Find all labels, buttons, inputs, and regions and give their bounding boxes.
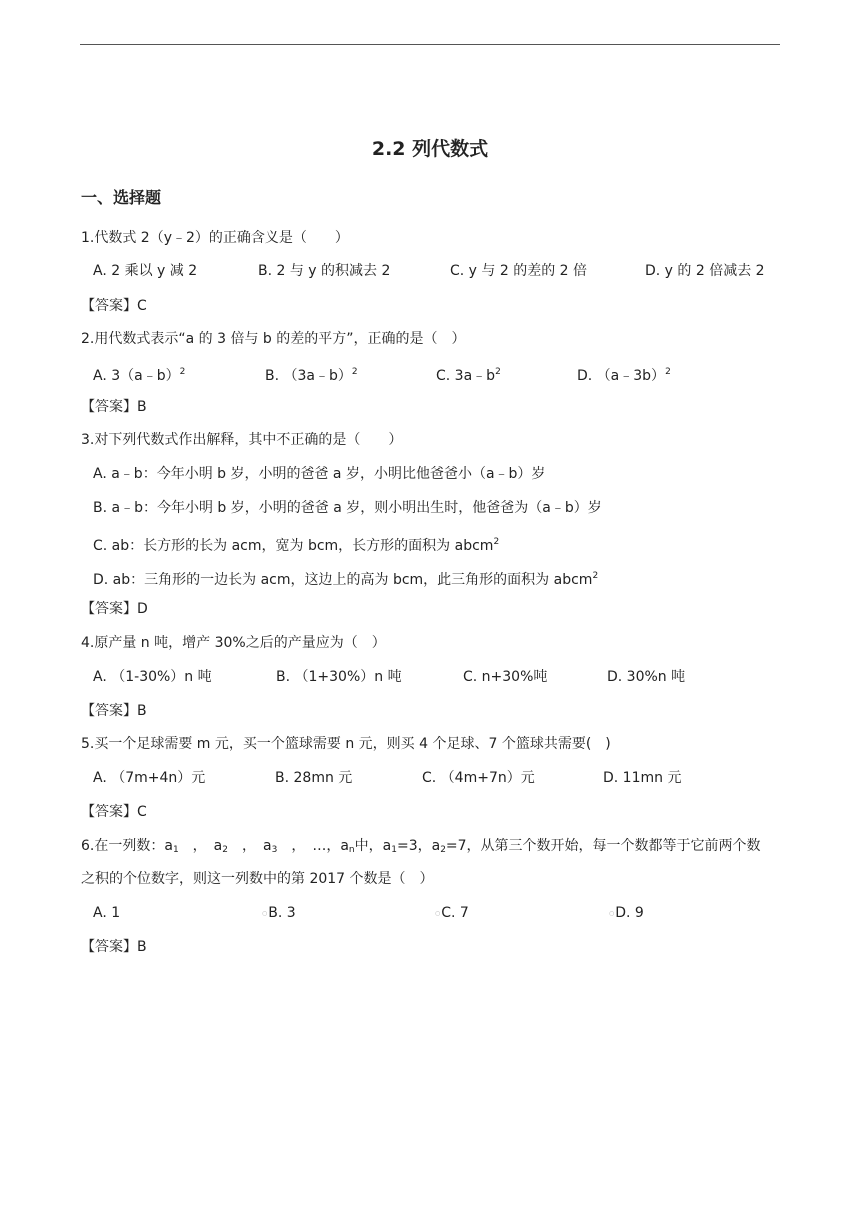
question-6-option-b: ○B. 3	[262, 905, 296, 921]
superscript: 2	[665, 367, 671, 377]
question-1-option-b: B. 2 与 y 的积减去 2	[258, 263, 391, 279]
question-1-option-d: D. y 的 2 倍减去 2	[645, 263, 765, 279]
question-3-option-c: C. ab：长方形的长为 acm，宽为 bcm，长方形的面积为 abcm$^2$	[93, 537, 500, 554]
question-5-options	[0, 768, 860, 788]
question-3-answer: 【答案】D	[81, 601, 148, 617]
question-1-option-a: A. 2 乘以 y 减 2	[93, 263, 198, 279]
question-4-options	[0, 667, 860, 687]
question-6-option-a: A. 1	[93, 905, 121, 921]
superscript: 2	[495, 367, 501, 377]
question-6-options	[0, 903, 860, 923]
question-1-answer: 【答案】C	[81, 298, 147, 314]
question-4-option-d: D. 30%n 吨	[607, 669, 686, 685]
question-5-option-d: D. 11mn 元	[603, 770, 682, 786]
question-2-answer: 【答案】B	[81, 399, 147, 415]
question-6-stem-continued: 之积的个位数字，则这一列数中的第 2017 个数是（ ）	[81, 871, 434, 887]
section-heading: 一、选择题	[81, 188, 162, 207]
question-2-options	[0, 362, 860, 382]
option-marker-icon: ○	[262, 910, 268, 917]
question-5-stem: 5.买一个足球需要 m 元，买一个篮球需要 n 元，则买 4 个足球、7 个篮球共需要( )	[81, 736, 611, 752]
question-4-option-b: B. （1+30%）n 吨	[276, 669, 402, 685]
question-2-stem: 2.用代数式表示“a 的 3 倍与 b 的差的平方”，正确的是（ ）	[81, 331, 466, 347]
question-4-option-c: C. n+30%吨	[463, 669, 548, 685]
question-5-option-b: B. 28mn 元	[275, 770, 353, 786]
question-4-option-a: A. （1-30%）n 吨	[93, 669, 212, 685]
question-3-option-d: D. ab：三角形的一边长为 acm，这边上的高为 bcm，此三角形的面积为 abcm$^2$	[93, 571, 599, 588]
option-marker-icon: ○	[435, 910, 441, 917]
question-4-answer: 【答案】B	[81, 703, 147, 719]
question-1-options	[0, 261, 860, 281]
page-title: 2.2 列代数式	[371, 138, 489, 160]
question-6-option-c: ○C. 7	[435, 905, 469, 921]
superscript: 2	[179, 367, 186, 377]
question-5-option-c: C. （4m+7n）元	[422, 770, 535, 786]
question-2-option-d: D. （a﹣3b）$^2$	[577, 367, 671, 384]
question-1-stem: 1.代数式 2（y﹣2）的正确含义是（ ）	[81, 230, 349, 246]
question-3-option-b: B. a﹣b：今年小明 b 岁，小明的爸爸 a 岁，则小明出生时，他爸爸为（a﹣b）岁	[93, 500, 602, 516]
question-2-option-b: B. （3a﹣b）$^2$	[265, 367, 358, 384]
superscript: 2	[592, 571, 599, 581]
question-5-answer: 【答案】C	[81, 804, 147, 820]
question-2-option-c: C. $3a﹣b^2$	[436, 367, 501, 384]
question-2-option-a: A. 3（a﹣b）$^2$	[93, 367, 186, 384]
question-6-stem: 6.在一列数：$a_1$ ， $a_2$ ， $a_3$ ， …，$a_n$中，$a_1=3$，$a_2=7$，从第三个数开始，每一个数都等于它前两个数	[81, 838, 761, 855]
superscript: 2	[351, 367, 358, 377]
question-5-option-a: A. （7m+4n）元	[93, 770, 206, 786]
question-3-stem: 3.对下列代数式作出解释，其中不正确的是（ ）	[81, 432, 403, 448]
question-3-option-a: A. a﹣b：今年小明 b 岁，小明的爸爸 a 岁，小明比他爸爸小（a﹣b）岁	[93, 466, 546, 482]
option-marker-icon: ○	[609, 910, 615, 917]
question-1-option-c: C. y 与 2 的差的 2 倍	[450, 263, 588, 279]
header-rule	[80, 44, 780, 45]
question-6-option-d: ○D. 9	[609, 905, 644, 921]
superscript: 2	[493, 537, 500, 547]
question-6-answer: 【答案】B	[81, 939, 147, 955]
question-4-stem: 4.原产量 n 吨，增产 30%之后的产量应为（ ）	[81, 635, 386, 651]
